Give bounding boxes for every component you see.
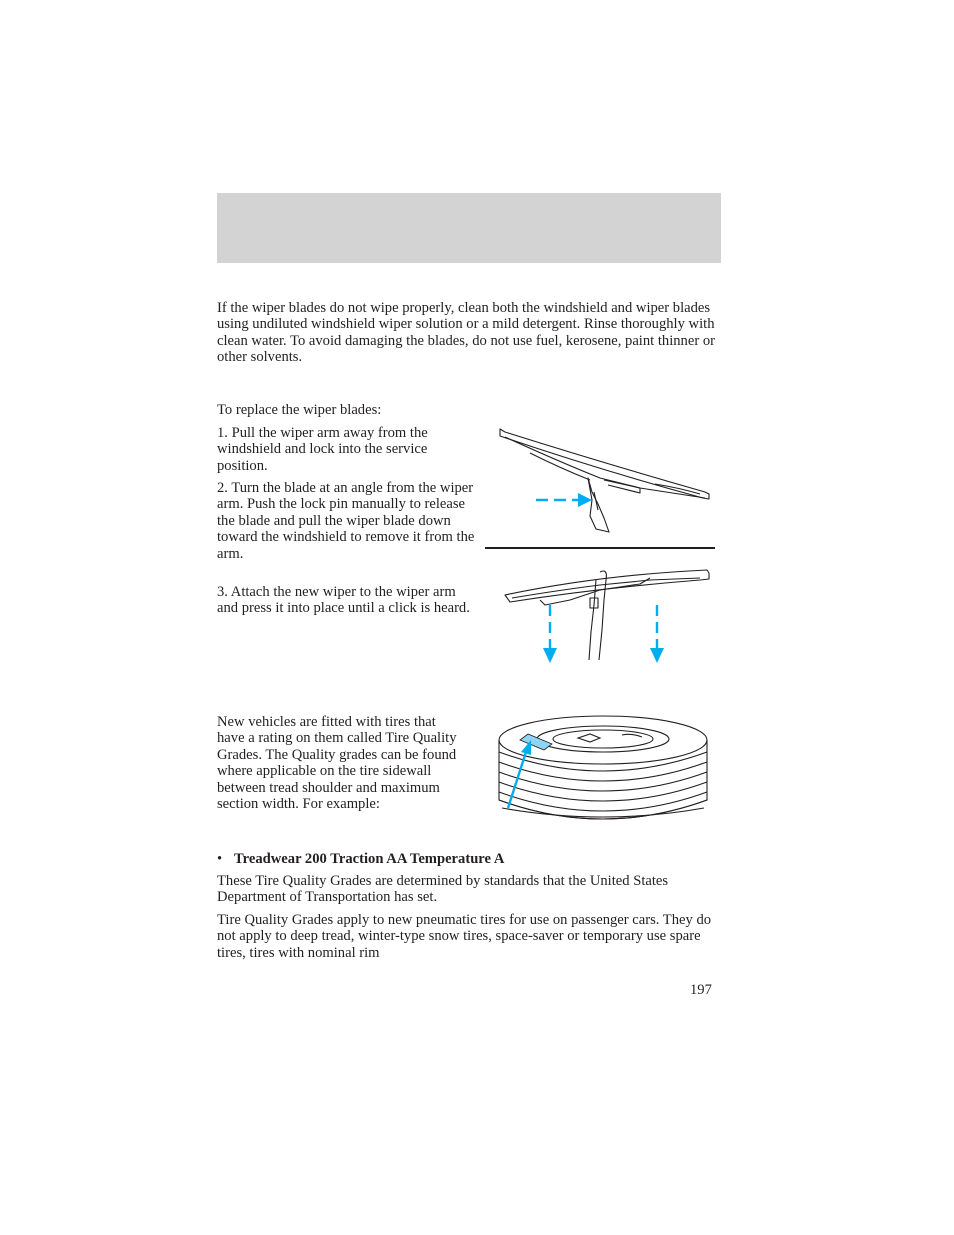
step-2: 2. Turn the blade at an angle from the wiper arm. Push the lock pin manually to release the blade and pull the wiper blade down toward the windshield to remove it from the arm. [217, 480, 475, 562]
replace-intro: To replace the wiper blades: [217, 402, 382, 418]
dot-standards-paragraph: These Tire Quality Grades are determined by standards that the United States Department of Transportation has set. [217, 873, 669, 906]
page-number: 197 [690, 982, 712, 998]
bullet-marker: • [217, 851, 223, 867]
step-1: 1. Pull the wiper arm away from the windshield and lock into the service position. [217, 425, 428, 474]
step-3: 3. Attach the new wiper to the wiper arm and press it into place until a click is heard. [217, 584, 470, 617]
tire-grade-example-text: Treadwear 200 Traction AA Temperature A [234, 851, 505, 867]
grades-apply-paragraph: Tire Quality Grades apply to new pneumatic tires for use on passenger cars. They do not apply to deep tread, winter-type snow tires, space-saver or temporary use spare tires, tires with nominal rim [217, 912, 712, 961]
tire-quality-paragraph: New vehicles are fitted with tires that have a rating on them called Tire Quality Grades. The Quality grades can be found where applicable on the tire sidewall between tread shoulder and maximum section width. For example: [217, 714, 457, 813]
wiper-cleaning-paragraph: If the wiper blades do not wipe properly, clean both the windshield and wiper blades using undiluted windshield wiper solution or a mild detergent. Rinse thoroughly with clean water. To avoid damaging the blades, do not use fuel, kerosene, paint thinner or other solvents. [217, 300, 715, 366]
